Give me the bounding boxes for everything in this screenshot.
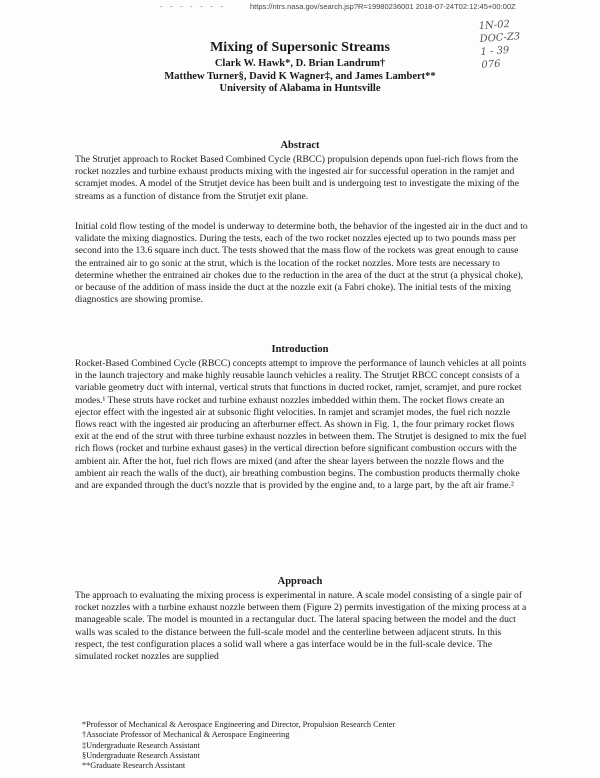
author-block — [0, 58, 600, 96]
abstract-heading: Abstract — [280, 140, 320, 151]
author-line: Clark W. Hawk*, D. Brian Landrum† — [214, 58, 386, 69]
author-line: Matthew Turner§, David K Wagner‡, and James Lambert** — [164, 70, 436, 82]
footnotes — [82, 720, 542, 771]
scan-marks: - - - - - - - — [160, 2, 226, 10]
affiliation: University of Alabama in Huntsville — [219, 83, 381, 94]
handwritten-line: 1 - 39 — [480, 44, 510, 58]
footnote: ‡Undergraduate Research Assistant — [82, 740, 200, 750]
approach-heading: Approach — [277, 576, 323, 587]
handwritten-line: DOC-Z3 — [479, 31, 521, 46]
abstract-paragraph: Initial cold flow testing of the model is underway to determine both, the behavior of the ingested air in the duct and to validate the mixing diagnostics. During the tests, each of the two rocket nozzles ejected up to two pounds mass per second into the 13.6 square inch duct. The tests showed that the mass flow of the rockets was great enough to cause the entrained air to go sonic at the strut, which is the location of the rocket nozzles. More tests are necessary to determine whether the entrained air chokes due to the reduction in the area of the duct at the strut (a physical choke), or because of the addition of mass inside the duct at the nozzle exit (a Fabri choke). The initial tests of the mixing diagnostics are showing promise. — [75, 221, 528, 306]
footnote: **Graduate Research Assistant — [82, 761, 186, 771]
introduction-paragraph: Rocket-Based Combined Cycle (RBCC) concepts attempt to improve the performance of launch vehicles at all points in the launch trajectory and make highly reusable launch vehicles a reality. The Strutjet RBCC concept consists of a variable geometry duct with internal, vertical struts that functions in ducted rocket, ramjet, scramjet, and pure rocket modes.¹ These struts have rocket and turbine exhaust nozzles imbedded within them. The rocket flows create an ejector effect with the ingested air at subsonic flight velocities. In ramjet and scramjet modes, the fuel rich nozzle flows react with the ingested air producing an afterburner effect. As shown in Fig. 1, the four primary rocket flows exit at the end of the strut with three turbine exhaust nozzles in between them. The Strutjet is designed to mix the fuel rich flows (rocket and turbine exhaust gases) in the vertical direction before significant combustion occurs with the ambient air. After the hot, fuel rich flows are mixed (and after the shear layers between the nozzle flows and the ambient air reach the walls of the duct), air breathing combustion begins. The combustion products thermally choke and are expanded through the duct's nozzle that is provided by the engine and, to a large part, by the aft air frame.² — [75, 358, 527, 492]
abstract-paragraph: The Strutjet approach to Rocket Based Combined Cycle (RBCC) propulsion depends upon fuel-rich flows from the rocket nozzles and turbine exhaust products mixing with the ingested air for successful operation in the ramjet and scramjet modes. A model of the Strutjet device has been built and is undergoing test to investigate the mixing of the streams as a function of distance from the Strutjet exit plane. — [75, 154, 519, 202]
footnote: §Undergraduate Research Assistant — [82, 750, 200, 760]
approach-paragraph: The approach to evaluating the mixing process is experimental in nature. A scale model consisting of a single pair of rocket nozzles with a turbine exhaust nozzle between them (Figure 2) permits investigation of the mixing process at a manageable scale. The model is mounted in a rectangular duct. The lateral spacing between the model and the duct walls was scaled to the distance between the full-scale model and the centerline between adjacent struts. In this respect, the test configuration places a solid wall where a gas interface would be in the full-scale device. The simulated rocket nozzles are supplied — [75, 590, 527, 663]
handwritten-line: 1N-02 — [478, 18, 511, 33]
footnote: *Professor of Mechanical & Aerospace Engineering and Director, Propulsion Research Center — [82, 720, 396, 729]
handwritten-line: 076 — [481, 58, 501, 71]
footnote: †Associate Professor of Mechanical & Aerospace Engineering — [82, 730, 290, 740]
introduction-heading: Introduction — [271, 344, 329, 355]
source-url: https://ntrs.nasa.gov/search.jsp?R=19980236001 2018-07-24T02:12:45+00:00Z — [250, 2, 516, 11]
paper-title: Mixing of Supersonic Streams — [210, 40, 390, 55]
